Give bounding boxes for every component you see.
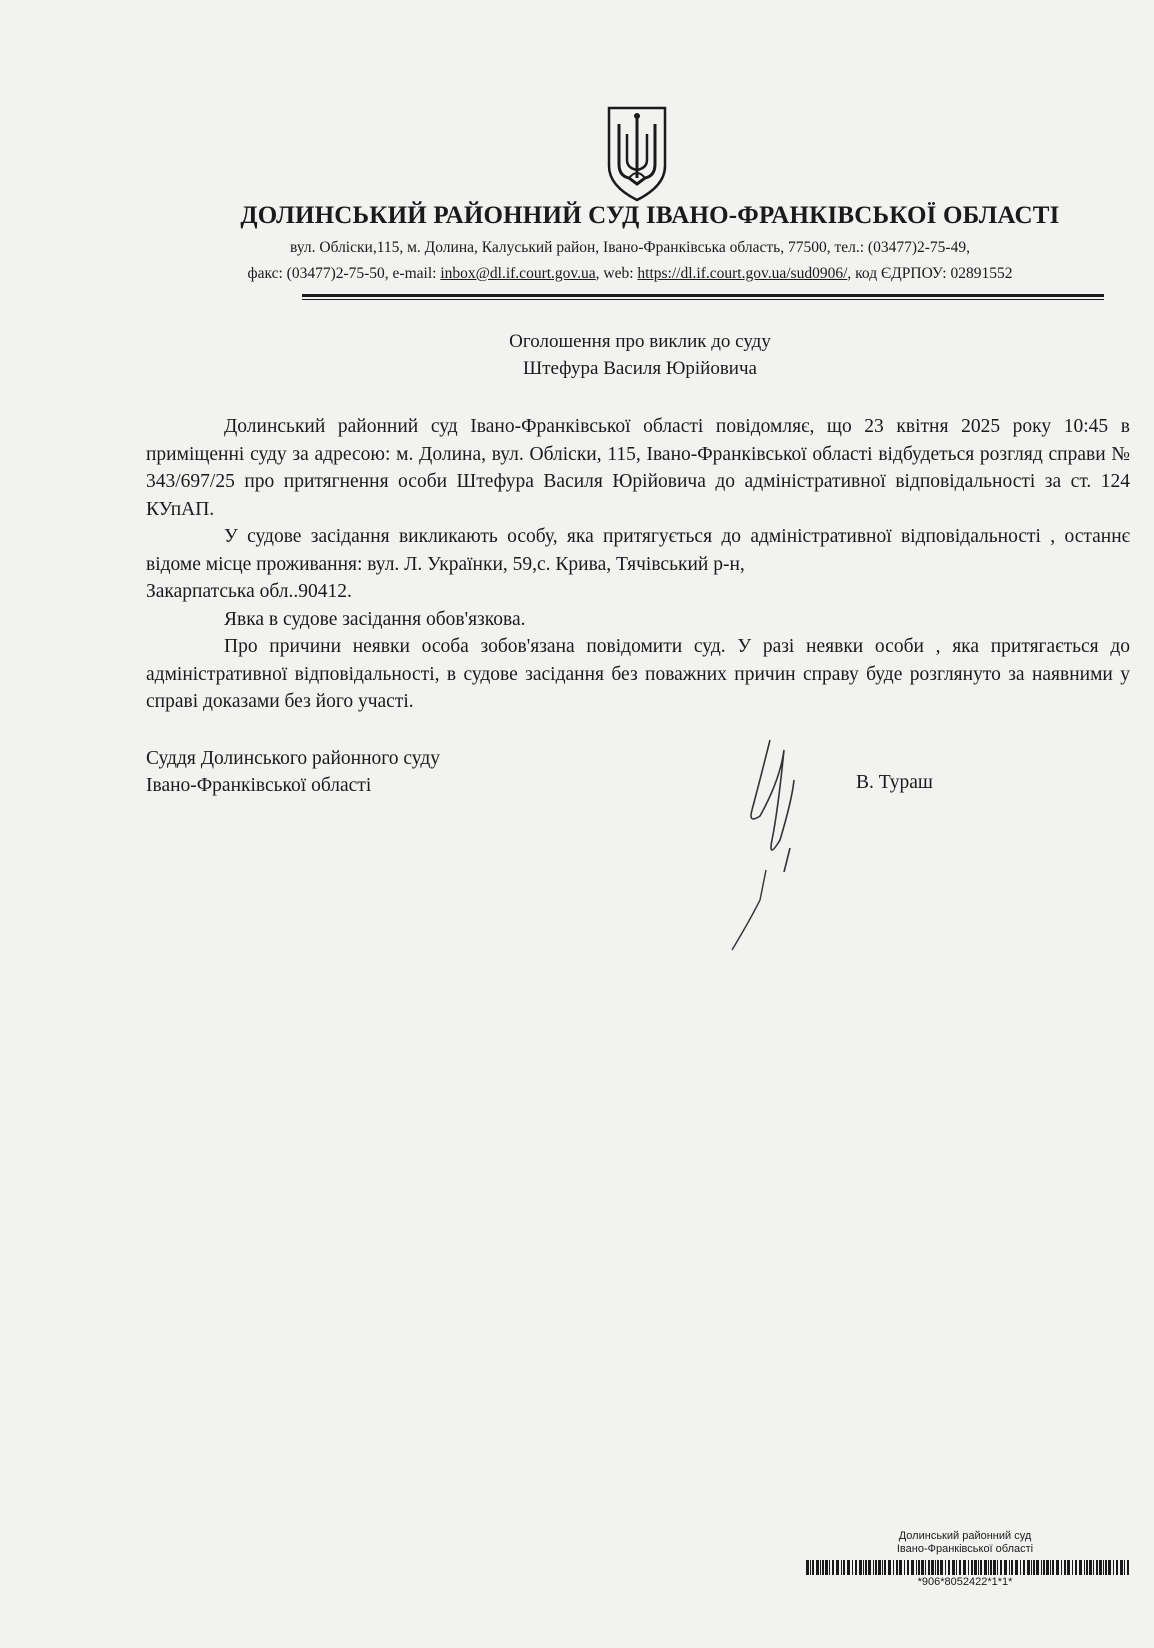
barcode-bar: [1050, 1560, 1051, 1575]
barcode-bar: [959, 1560, 961, 1575]
barcode-bar: [1004, 1560, 1007, 1575]
barcode-icon: [806, 1560, 1130, 1575]
court-address: вул. Обліски,115, м. Долина, Калуський район, Івано-Франківська область, 77500, тел.: (03477)2-75-49,: [290, 239, 970, 256]
coat-of-arms-icon: [603, 104, 671, 204]
barcode-bar: [971, 1560, 973, 1575]
barcode-bar: [952, 1560, 955, 1575]
judge-title-line2: Івано-Франківської області: [146, 775, 372, 796]
barcode-bar: [1031, 1560, 1032, 1575]
barcode-bar: [873, 1560, 874, 1575]
barcode-bar: [816, 1560, 819, 1575]
paragraph-absence: Про причини неявки особа зобов'язана повідомити суд. У разі неявки особи , яка притягається до адміністративної відповідальності, в судове засідання без поважних причин справу буде розглянуто за наявними у справі доказами без його участі.: [146, 636, 1130, 712]
barcode-bar: [1056, 1560, 1059, 1575]
barcode-bar: [1120, 1560, 1123, 1575]
barcode-bar: [1033, 1560, 1035, 1575]
paragraph-hearing: Долинський районний суд Івано-Франківської області повідомляє, що 23 квітня 2025 року 10:45 в приміщенні суду за адресою: м. Долина, вул. Обліски, 115, Івано-Франківської області відбудеться розгляд справи № 343/697/25 про притягнення особи Штефура Василя Юрійовича до адміністративної відповідальності за ст. 124 КУпАП.: [146, 416, 1130, 520]
barcode-number: *906*8052422*1*1*: [917, 1576, 1013, 1588]
barcode-bar: [859, 1560, 862, 1575]
court-contacts: [130, 265, 1130, 283]
barcode-bar: [899, 1560, 902, 1575]
barcode-bar: [868, 1560, 871, 1575]
barcode-bar: [1023, 1560, 1025, 1575]
barcode-bar: [911, 1560, 914, 1575]
barcode-bar: [1105, 1560, 1107, 1575]
barcode-bar: [925, 1560, 926, 1575]
barcode-bar: [990, 1560, 992, 1575]
barcode-bar: [1020, 1560, 1021, 1575]
fax-text: факс: (03477)2-75-50, e-mail:: [247, 265, 441, 282]
judge-name: В. Тураш: [856, 772, 933, 793]
barcode-bar: [812, 1560, 814, 1575]
barcode-bar: [855, 1560, 857, 1575]
barcode-bar: [931, 1560, 934, 1575]
barcode-bar: [1079, 1560, 1082, 1575]
barcode-bar: [978, 1560, 979, 1575]
barcode-bar: [806, 1560, 809, 1575]
barcode-bar: [822, 1560, 824, 1575]
barcode-bar: [1064, 1560, 1066, 1575]
barcode-bar: [1116, 1560, 1118, 1575]
barcode-bar: [935, 1560, 936, 1575]
barcode-bar: [1096, 1560, 1098, 1575]
barcode-bar: [810, 1560, 811, 1575]
barcode-bar: [1103, 1560, 1104, 1575]
stamp-line2: Івано-Франківської області: [896, 1543, 1034, 1555]
barcode-bar: [1036, 1560, 1039, 1575]
barcode-bar: [847, 1560, 850, 1575]
barcode-bar: [852, 1560, 853, 1575]
barcode-bar: [1086, 1560, 1088, 1575]
barcode-bar: [1000, 1560, 1002, 1575]
barcode-bar: [1015, 1560, 1018, 1575]
announcement-person: Штефура Василя Юрійовича: [523, 358, 757, 379]
barcode-bar: [836, 1560, 839, 1575]
barcode-bar: [1093, 1560, 1094, 1575]
barcode-bar: [884, 1560, 886, 1575]
header-divider-thick: [302, 294, 1104, 297]
handwritten-signature: [720, 720, 840, 960]
barcode-bar: [956, 1560, 957, 1575]
web-link[interactable]: https://dl.if.court.gov.ua/sud0906/: [637, 265, 848, 282]
barcode-bar: [1089, 1560, 1092, 1575]
barcode-bar: [1124, 1560, 1125, 1575]
judge-title: [146, 745, 440, 799]
announcement-body: [146, 413, 1130, 716]
barcode-bar: [904, 1560, 905, 1575]
barcode-bar: [1041, 1560, 1042, 1575]
barcode-bar: [1046, 1560, 1049, 1575]
barcode-bar: [997, 1560, 998, 1575]
barcode-bar: [1061, 1560, 1062, 1575]
barcode-bar: [820, 1560, 821, 1575]
paragraph-summons: [146, 523, 1130, 606]
barcode-bar: [988, 1560, 989, 1575]
barcode-bar: [1127, 1560, 1129, 1575]
barcode-bar: [893, 1560, 894, 1575]
barcode-bar: [875, 1560, 877, 1575]
barcode-bar: [937, 1560, 939, 1575]
barcode-bar: [1052, 1560, 1054, 1575]
barcode-bar: [918, 1560, 920, 1575]
barcode-bar: [948, 1560, 950, 1575]
email-link[interactable]: inbox@dl.if.court.gov.ua: [440, 265, 596, 282]
header-divider-thin: [302, 299, 1104, 300]
barcode-bar: [1011, 1560, 1013, 1575]
barcode-bar: [1084, 1560, 1085, 1575]
barcode-bar: [907, 1560, 909, 1575]
barcode-bar: [974, 1560, 977, 1575]
barcode-bar: [963, 1560, 966, 1575]
barcode-bar: [882, 1560, 883, 1575]
barcode-bar: [1072, 1560, 1073, 1575]
web-label: , web:: [595, 265, 638, 282]
barcode-bar: [980, 1560, 982, 1575]
barcode-bar: [993, 1560, 996, 1575]
barcode-bar: [916, 1560, 917, 1575]
barcode-bar: [1099, 1560, 1102, 1575]
barcode-bar: [945, 1560, 946, 1575]
barcode-bar: [984, 1560, 987, 1575]
stamp-line1: Долинський районний суд: [898, 1530, 1032, 1542]
registration-stamp: [800, 1530, 1130, 1556]
barcode-bar: [865, 1560, 867, 1575]
summons-region: Закарпатська обл..90412.: [146, 581, 352, 602]
barcode-bar: [1108, 1560, 1111, 1575]
barcode-bar: [1043, 1560, 1045, 1575]
barcode-bar: [863, 1560, 864, 1575]
barcode-bar: [888, 1560, 891, 1575]
judge-title-line1: Суддя Долинського районного суду: [146, 748, 440, 769]
barcode-bar: [878, 1560, 881, 1575]
barcode-bar: [940, 1560, 943, 1575]
barcode-bar: [832, 1560, 834, 1575]
barcode-bar: [896, 1560, 898, 1575]
paragraph-attendance: Явка в судове засідання обов'язкова.: [224, 608, 526, 630]
barcode-bar: [921, 1560, 924, 1575]
barcode-bar: [928, 1560, 930, 1575]
barcode-bar: [1009, 1560, 1010, 1575]
summons-text: У судове засідання викликають особу, яка притягується до адміністративної відповідальності , останнє відоме місце проживання: вул. Л. Українки, 59,с. Крива, Тячівський р-н,: [146, 526, 1130, 575]
barcode-bar: [829, 1560, 830, 1575]
barcode-bar: [843, 1560, 845, 1575]
edrpou-code: , код ЄДРПОУ: 02891552: [847, 265, 1013, 282]
barcode-bar: [1113, 1560, 1114, 1575]
announcement-title: Оголошення про виклик до суду: [509, 331, 771, 352]
barcode-bar: [841, 1560, 842, 1575]
barcode-bar: [1027, 1560, 1030, 1575]
barcode-bar: [968, 1560, 969, 1575]
barcode-bar: [1075, 1560, 1077, 1575]
barcode-bar: [1067, 1560, 1070, 1575]
court-name: ДОЛИНСЬКИЙ РАЙОННИЙ СУД ІВАНО-ФРАНКІВСЬКОЇ ОБЛАСТІ: [240, 202, 1060, 229]
barcode-bar: [825, 1560, 828, 1575]
